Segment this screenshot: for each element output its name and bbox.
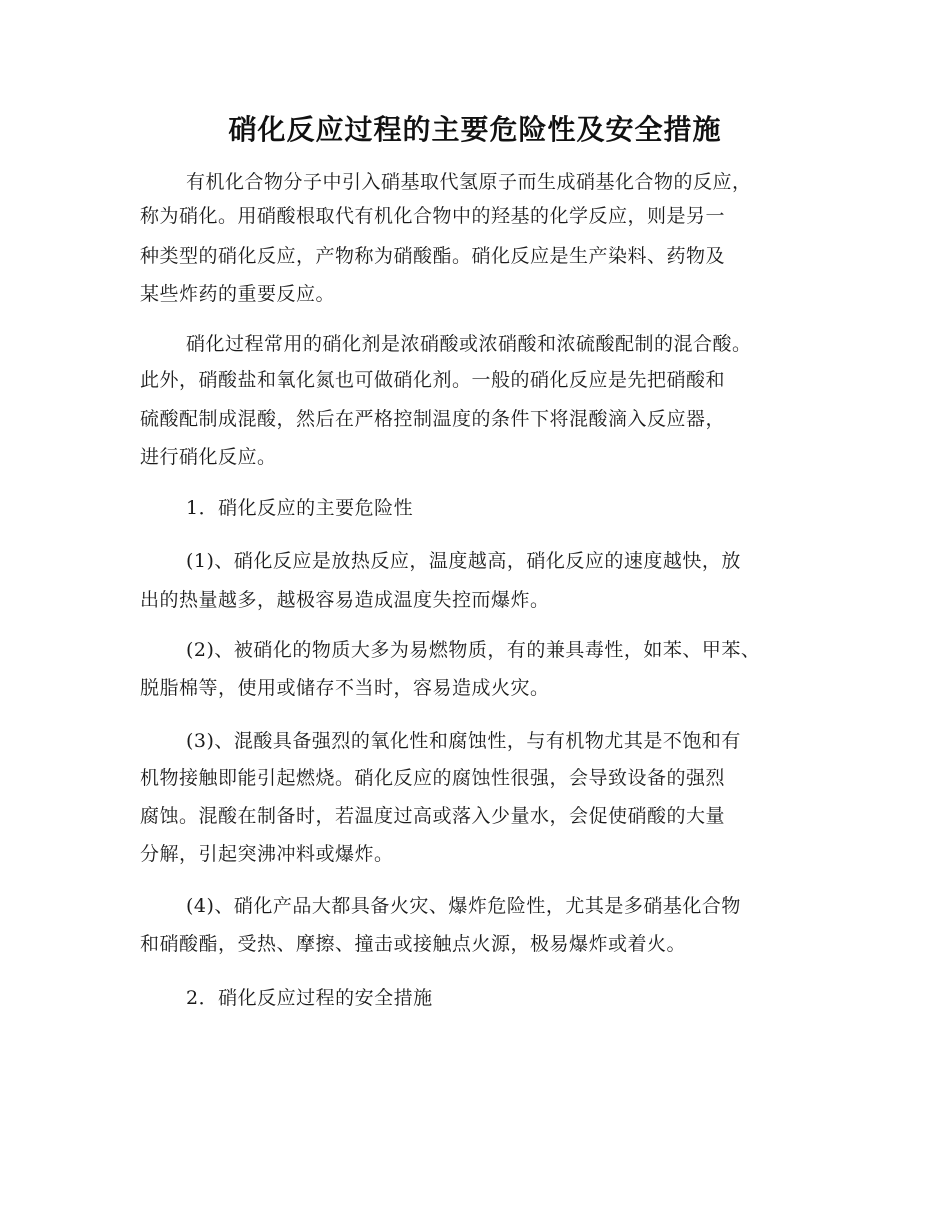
item-1-line-1: (1)、硝化反应是放热反应，温度越高，硝化反应的速度越快，放 (186, 550, 741, 572)
section-heading-1: 1．硝化反应的主要危险性 (186, 497, 414, 519)
paragraph-2-line-2: 此外，硝酸盐和氧化氮也可做硝化剂。一般的硝化反应是先把硝酸和 (140, 369, 726, 391)
paragraph-2-line-1: 硝化过程常用的硝化剂是浓硝酸或浓硝酸和浓硫酸配制的混合酸。 (186, 333, 752, 355)
page-title: 硝化反应过程的主要危险性及安全措施 (228, 113, 722, 146)
paragraph-2-line-3: 硫酸配制成混酸，然后在严格控制温度的条件下将混酸滴入反应器， (140, 408, 726, 430)
item-2-line-2: 脱脂棉等，使用或储存不当时，容易造成火灾。 (140, 677, 550, 699)
paragraph-1-line-1: 有机化合物分子中引入硝基取代氢原子而生成硝基化合物的反应， (186, 171, 752, 193)
paragraph-1-line-3: 种类型的硝化反应，产物称为硝酸酯。硝化反应是生产染料、药物及 (140, 245, 726, 267)
item-4-line-2: 和硝酸酯，受热、摩擦、撞击或接触点火源，极易爆炸或着火。 (140, 933, 687, 955)
item-3-line-1: (3)、混酸具备强烈的氧化性和腐蚀性，与有机物尤其是不饱和有 (186, 730, 741, 752)
paragraph-1-line-2: 称为硝化。用硝酸根取代有机化合物中的羟基的化学反应，则是另一 (140, 205, 726, 227)
item-2-line-1: (2)、被硝化的物质大多为易燃物质，有的兼具毒性，如苯、甲苯、 (186, 639, 761, 661)
item-4-line-1: (4)、硝化产品大都具备火灾、爆炸危险性，尤其是多硝基化合物 (186, 895, 741, 917)
item-1-line-2: 出的热量越多，越极容易造成温度失控而爆炸。 (140, 589, 550, 611)
paragraph-1-line-4: 某些炸药的重要反应。 (140, 283, 336, 305)
item-3-line-3: 腐蚀。混酸在制备时，若温度过高或落入少量水，会促使硝酸的大量 (140, 805, 726, 827)
section-heading-2: 2．硝化反应过程的安全措施 (186, 987, 433, 1009)
item-3-line-2: 机物接触即能引起燃烧。硝化反应的腐蚀性很强，会导致设备的强烈 (140, 767, 726, 789)
item-3-line-4: 分解，引起突沸冲料或爆炸。 (140, 843, 394, 865)
paragraph-2-line-4: 进行硝化反应。 (140, 446, 277, 468)
